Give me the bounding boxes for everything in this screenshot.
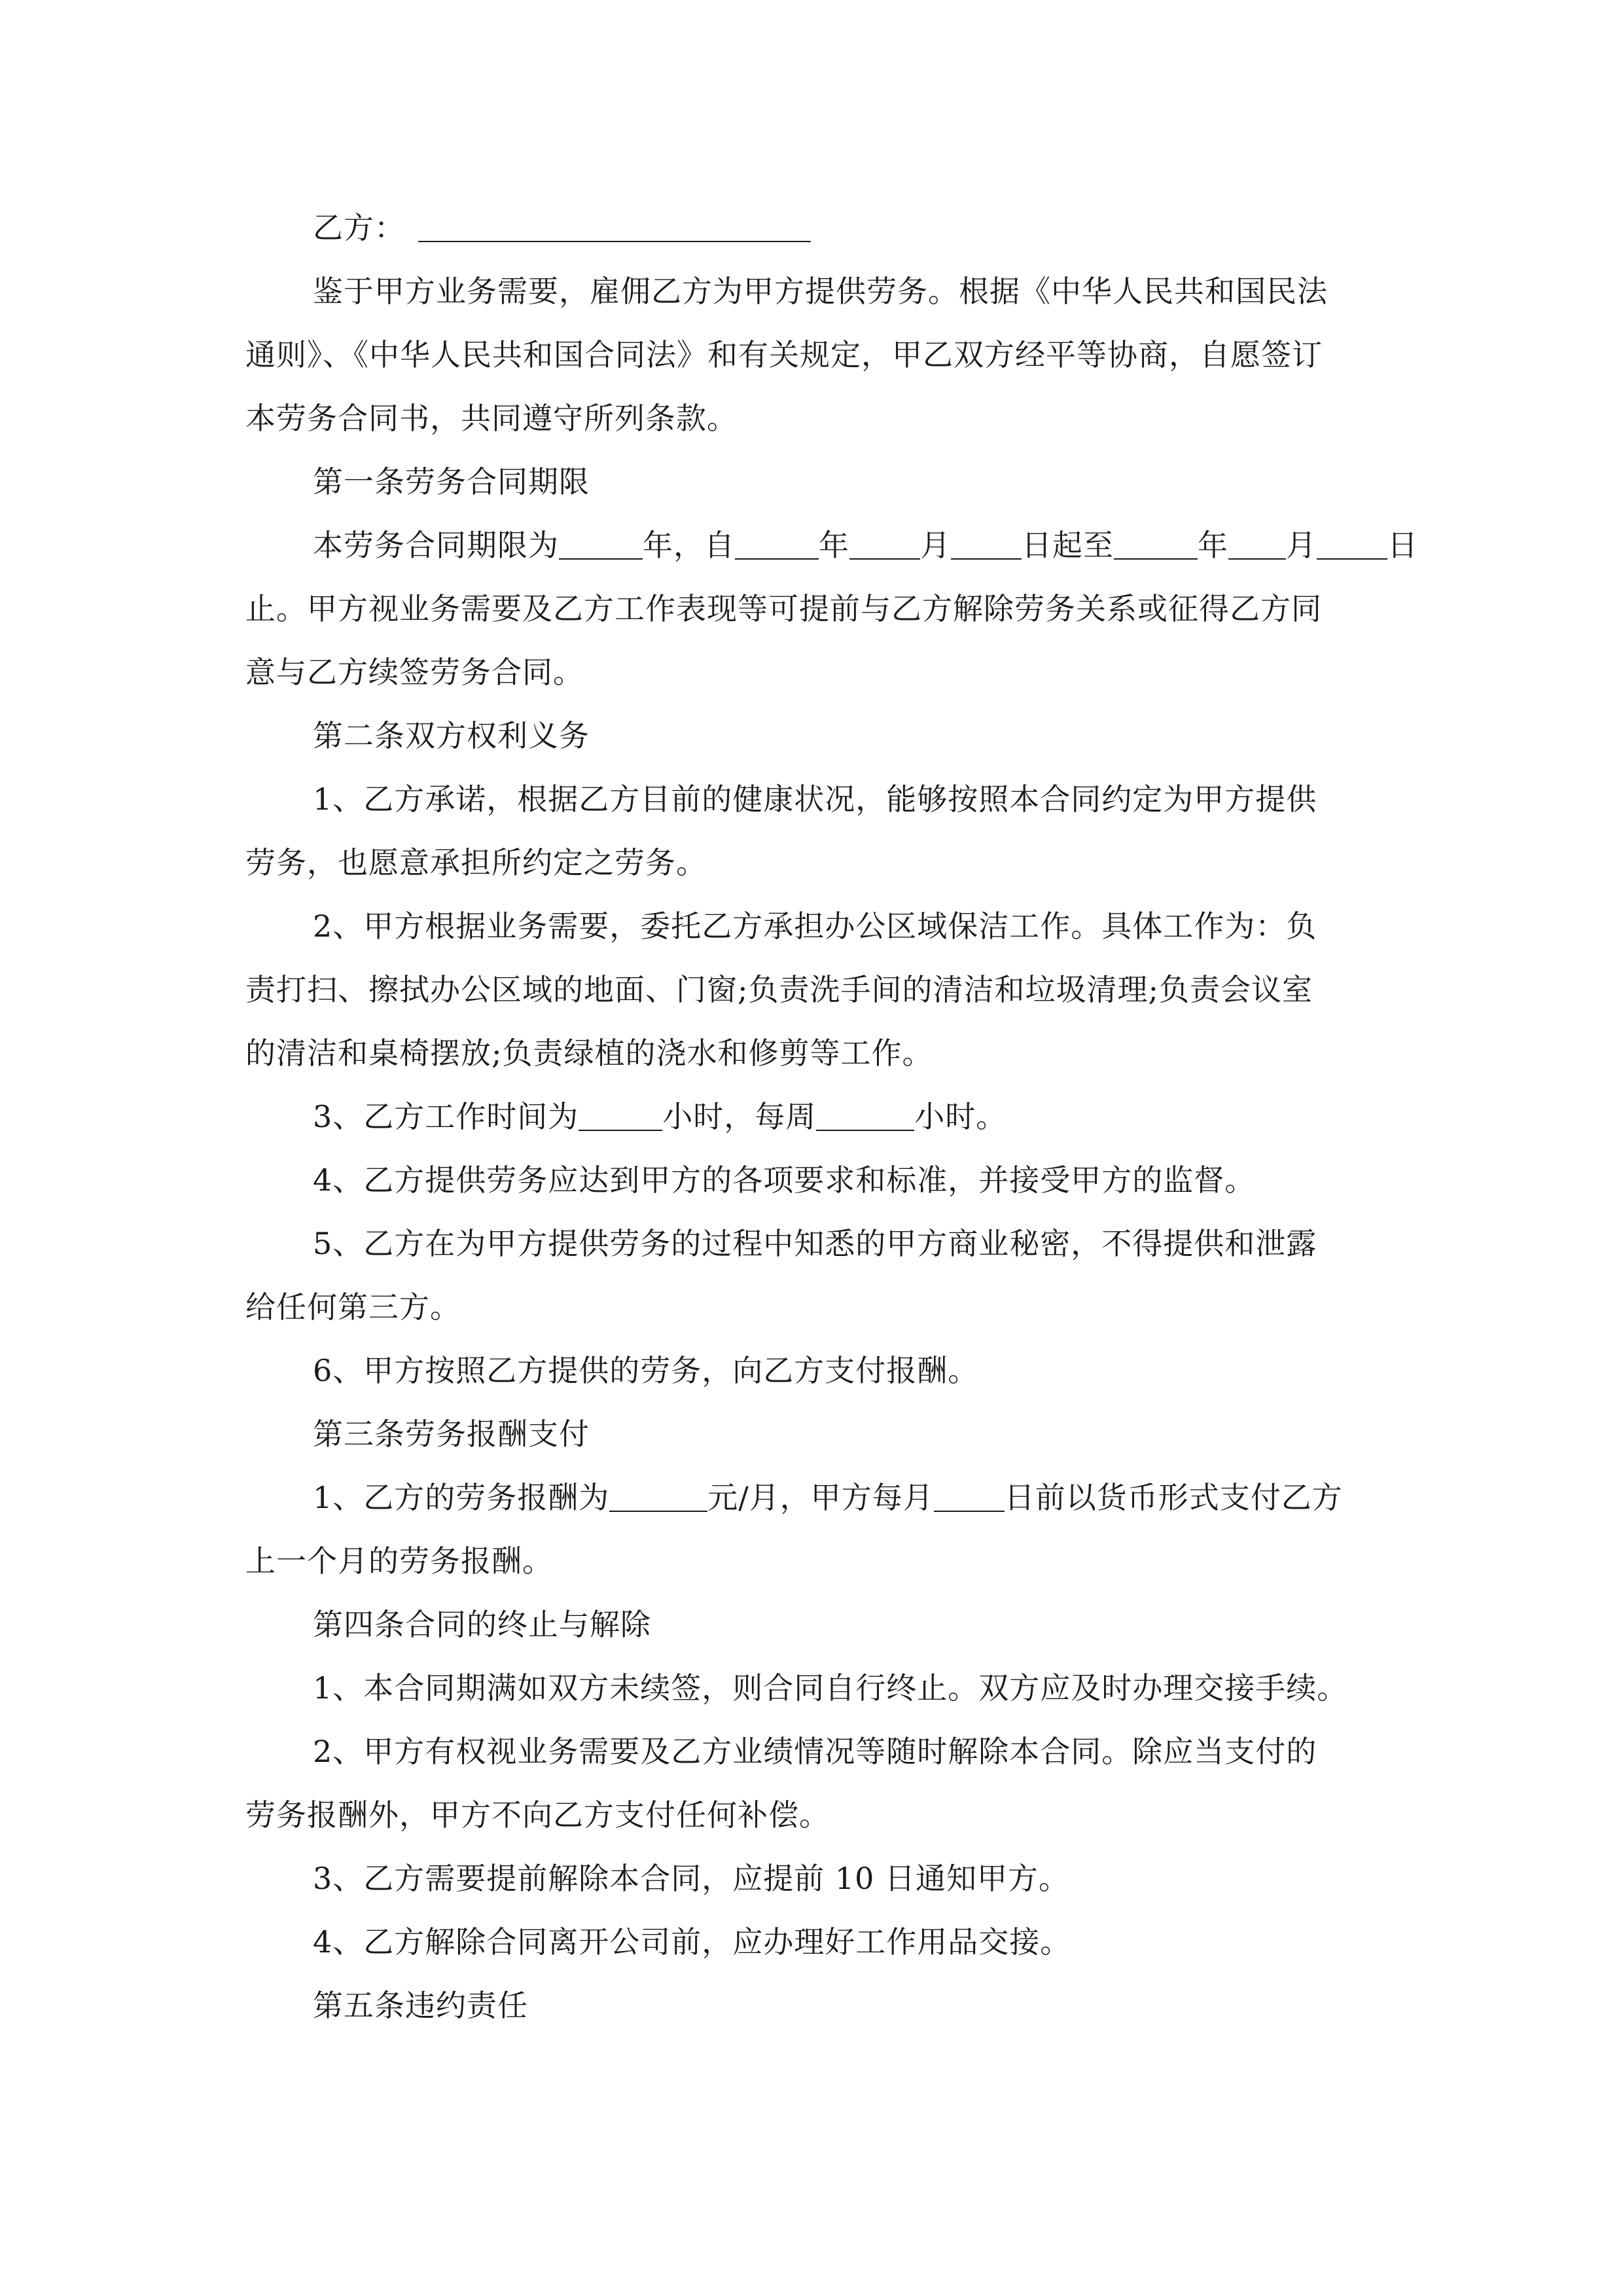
end-year-blank	[1114, 526, 1198, 560]
article-4-item-2-line-1: 2、甲方有权视业务需要及乙方业绩情况等随时解除本合同。除应当支付的	[313, 1734, 1317, 1769]
pay-text-b: 元/月，甲方每月	[707, 1480, 934, 1515]
term-text-b: 年，自	[643, 528, 735, 563]
article-2-item-4: 4、乙方提供劳务应达到甲方的各项要求和标准，并接受甲方的监督。	[313, 1162, 1256, 1198]
article-2-item-5-line-1: 5、乙方在为甲方提供劳务的过程中知悉的甲方商业秘密，不得提供和泄露	[313, 1226, 1317, 1261]
article-4-item-1: 1、本合同期满如双方未续签，则合同自行终止。双方应及时办理交接手续。	[313, 1670, 1348, 1706]
article-3-item-1	[245, 1466, 1381, 1530]
article-3-item-1-line-2: 上一个月的劳务报酬。	[245, 1543, 553, 1579]
preamble-line-1: 鉴于甲方业务需要，雇佣乙方为甲方提供劳务。根据《中华人民共和国民法	[313, 274, 1328, 309]
article-1-line-2: 止。甲方视业务需要及乙方工作表现等可提前与乙方解除劳务关系或征得乙方同	[245, 591, 1322, 626]
contract-body	[245, 196, 1418, 2037]
preamble-line-2: 通则》、《中华人民共和国合同法》和有关规定，甲乙双方经平等协商，自愿签订	[245, 337, 1323, 372]
article-5-heading: 第五条违约责任	[313, 1988, 528, 2023]
start-month-blank	[849, 526, 920, 560]
party-b-line	[245, 196, 1381, 260]
term-text-f: 年	[1198, 528, 1228, 563]
term-text-c: 年	[819, 528, 849, 563]
article-2-item-2-line-2: 责打扫、擦拭办公区域的地面、门窗;负责洗手间的清洁和垃圾清理;负责会议室	[245, 972, 1313, 1007]
start-year-blank	[735, 526, 819, 560]
article-2-item-1-line-2: 劳务，也愿意承担所约定之劳务。	[245, 845, 707, 880]
article-2-item-6: 6、甲方按照乙方提供的劳务，向乙方支付报酬。	[313, 1353, 979, 1388]
article-4-heading: 第四条合同的终止与解除	[313, 1607, 651, 1642]
article-4-item-2-line-2: 劳务报酬外，甲方不向乙方支付任何补偿。	[245, 1797, 830, 1833]
hours-text-b: 小时，每周	[662, 1099, 817, 1134]
article-1-term-line	[245, 514, 1418, 577]
term-text-e: 日起至	[1022, 528, 1114, 563]
party-b-label: 乙方：	[313, 210, 405, 245]
daily-hours-blank	[579, 1097, 662, 1131]
end-day-blank	[1317, 526, 1387, 560]
term-text-d: 月	[920, 528, 951, 563]
article-2-item-2-line-1: 2、甲方根据业务需要，委托乙方承担办公区域保洁工作。具体工作为：负	[313, 908, 1317, 944]
article-4-item-3: 3、乙方需要提前解除本合同，应提前 10 日通知甲方。	[313, 1861, 1070, 1896]
article-1-line-3: 意与乙方续签劳务合同。	[245, 655, 584, 690]
article-2-heading: 第二条双方权利义务	[313, 718, 590, 753]
term-text-h: 日	[1387, 528, 1418, 563]
article-3-heading: 第三条劳务报酬支付	[313, 1416, 590, 1452]
hours-text-a: 3、乙方工作时间为	[313, 1099, 579, 1134]
end-month-blank	[1228, 526, 1286, 560]
term-text-g: 月	[1286, 528, 1317, 563]
pay-text-a: 1、乙方的劳务报酬为	[313, 1480, 610, 1515]
start-day-blank	[951, 526, 1022, 560]
article-2-item-3	[245, 1085, 1381, 1149]
party-b-blank	[418, 208, 811, 242]
pay-day-blank	[934, 1478, 1005, 1512]
pay-text-c: 日前以货币形式支付乙方	[1004, 1480, 1343, 1515]
hours-text-c: 小时。	[914, 1099, 1007, 1134]
term-years-blank	[559, 526, 643, 560]
weekly-hours-blank	[816, 1097, 914, 1131]
article-2-item-1-line-1: 1、乙方承诺，根据乙方目前的健康状况，能够按照本合同约定为甲方提供	[313, 781, 1317, 817]
preamble-line-3: 本劳务合同书，共同遵守所列条款。	[245, 401, 738, 436]
article-2-item-2-line-3: 的清洁和桌椅摆放;负责绿植的浇水和修剪等工作。	[245, 1035, 933, 1071]
monthly-pay-blank	[609, 1478, 707, 1512]
article-1-heading: 第一条劳务合同期限	[313, 464, 590, 499]
article-4-item-4: 4、乙方解除合同离开公司前，应办理好工作用品交接。	[313, 1924, 1071, 1960]
term-text-a: 本劳务合同期限为	[313, 528, 559, 563]
article-2-item-5-line-2: 给任何第三方。	[245, 1289, 461, 1325]
